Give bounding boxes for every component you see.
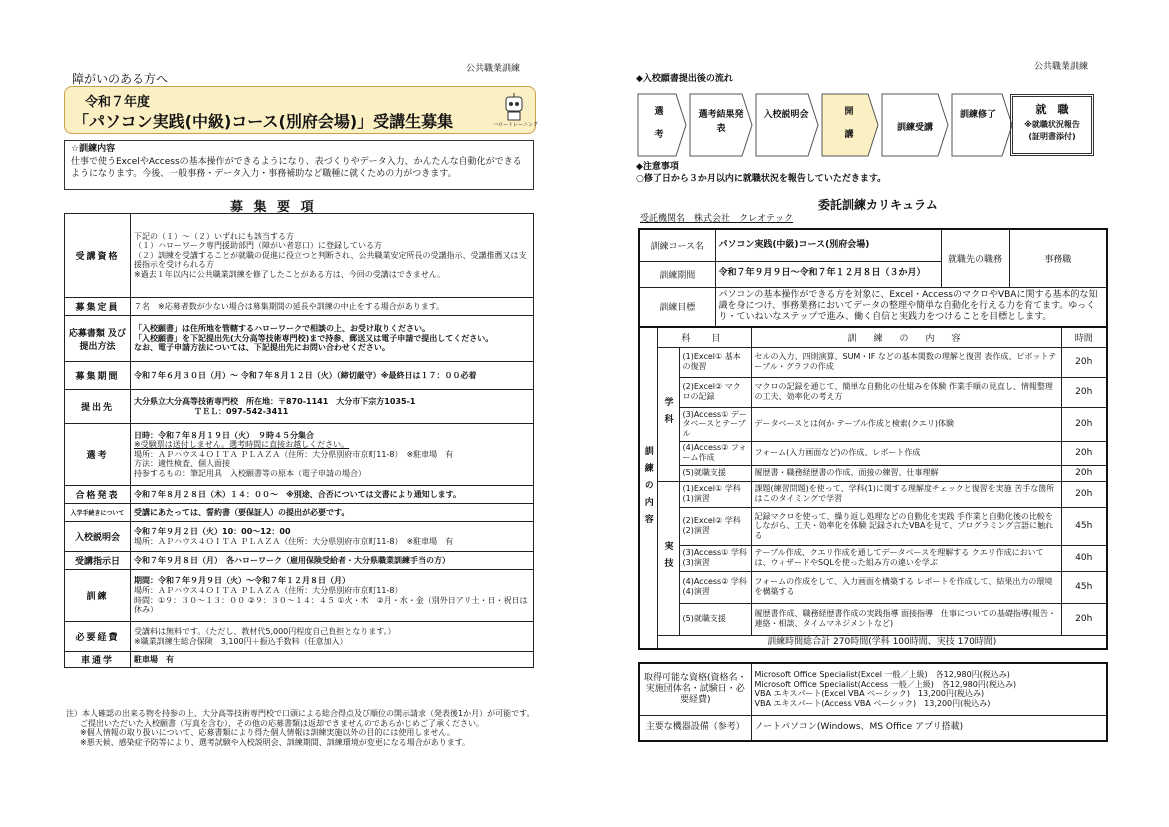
flow-title: ◆入校願書提出後の流れ bbox=[636, 74, 733, 84]
hours-cell: 20h bbox=[1061, 407, 1107, 441]
row-label: 合格発表 bbox=[65, 486, 131, 504]
row-line: （２）訓練を受講することが就職の促進に役立つと判断され、公共職業安定所長の受講指示、受講推薦又は支援指示を受けられる方 bbox=[134, 250, 527, 270]
row-label: 募集期間 bbox=[65, 362, 131, 390]
row-label: 受講指示日 bbox=[65, 552, 131, 570]
content-cell: セルの入力、四則演算、SUM・IF などの基本関数の理解と復習 表作成、ピボットテーブル・グラフの作成 bbox=[751, 347, 1061, 377]
job-value: 事務職 bbox=[1009, 229, 1107, 287]
audience-label: 障がいのある方へ bbox=[72, 72, 169, 86]
title-main: 「パソコン実践(中級)コース(別府会場)」受講生募集 bbox=[73, 112, 454, 131]
row-label: 入学手続きについて bbox=[65, 504, 131, 522]
row-line: 受講にあたっては、誓約書（要保証人）の提出が必要です。 bbox=[134, 507, 350, 517]
table-row bbox=[65, 298, 534, 316]
subject-cell: (4)Access② フォーム作成 bbox=[679, 441, 751, 465]
org-name: 受託機関名 株式会社 クレオテック bbox=[640, 214, 794, 224]
content-cell: 記録マクロを使って、繰り返し処理などの自動化を実践 手作業と自動化後の比較をしながら、工夫・効率化を体験 記録されたVBAを見て、プログラミング言語に触れる bbox=[751, 507, 1061, 545]
head-subject: 科 目 bbox=[657, 327, 751, 347]
flow-step-briefing: 入校説明会 bbox=[763, 110, 809, 120]
row-line: 時間：①９：３０～１３：００ ②９：３０～１４：４５ ①火・木 ②月・水・金（別外日アリ土・日・祝日は休み） bbox=[134, 595, 528, 615]
row-label: 必要経費 bbox=[65, 622, 131, 652]
content-cell: フォーム(入力画面など)の作成、レポート作成 bbox=[751, 441, 1061, 465]
row-line: ※受験票は送付しません。選考時間に直接お越しください。 bbox=[134, 440, 350, 450]
title-banner bbox=[64, 86, 536, 134]
row-label: 応募書類 及び 提出方法 bbox=[65, 316, 131, 362]
row-line: 方法：適性検査、個人面接 bbox=[134, 459, 230, 469]
table-row bbox=[639, 545, 1107, 571]
curriculum-table bbox=[638, 228, 1108, 328]
subject-cell: (2)Excel② 学科(2)演習 bbox=[679, 507, 751, 545]
table-row bbox=[639, 407, 1107, 441]
row-line: 大分県立大分高等技術専門校 所在地：〒870-1141 大分市下宗方1035-1 bbox=[134, 396, 416, 406]
table-row bbox=[639, 603, 1107, 635]
table-row bbox=[639, 441, 1107, 465]
content-heading: ☆訓練内容 bbox=[71, 144, 116, 154]
row-label: 募集定員 bbox=[65, 298, 131, 316]
subject-cell: (4)Access② 学科(4)演習 bbox=[679, 571, 751, 603]
flow-step-result: 選考結果発表 bbox=[698, 110, 744, 135]
content-cell: 履歴書作成、職務経歴書作成の実践指導 面接指導 仕事についての基礎指導(報告・連絡・相談、タイムマネジメントなど) bbox=[751, 603, 1061, 635]
content-cell: フォームの作成をして、入力画面を構築する レポートを作成して、結果出力の環境を構築する bbox=[751, 571, 1061, 603]
left-category: 公共職業訓練 bbox=[466, 64, 521, 74]
qualification-table bbox=[638, 662, 1108, 742]
job-label: 就職先の職務 bbox=[941, 229, 1009, 287]
subject-cell: (2)Excel② マクロの記録 bbox=[679, 377, 751, 407]
content-box bbox=[64, 140, 534, 190]
row-line: ＴＥＬ：097-542-3411 bbox=[194, 406, 289, 416]
flow-employment-note: ※就職状況報告 bbox=[1024, 120, 1080, 129]
qual-label: 取得可能な資格(資格名・実施団体名・試験日・必要経費) bbox=[639, 663, 751, 715]
row-line: 持参するもの：筆記用具 入校願書等の原本（電子申請の場合） bbox=[134, 468, 366, 478]
content-cell: テーブル作成、クエリ作成を通してデータベースを理解する クエリ作成においては、ウィザードやSQLを使った組み方の違いを学ぶ bbox=[751, 545, 1061, 571]
hours-cell: 20h bbox=[1061, 377, 1107, 407]
table-row bbox=[65, 522, 534, 552]
table-row bbox=[65, 390, 534, 424]
qual-line: VBA エキスパート(Excel VBA ベーシック) 13,200円(税込み) bbox=[754, 689, 985, 699]
content-text: 仕事で使うExcelやAccessの基本操作ができるようになり、表づくりやデータ入力、かんたんな自動化ができるようになります。今後、一般事務・データ入力・事務補助など職種に就くための力がつきます。 bbox=[71, 157, 522, 179]
row-label: 入校説明会 bbox=[65, 522, 131, 552]
qual-line: VBA エキスパート(Access VBA ベーシック) 13,200円(税込み) bbox=[754, 698, 991, 708]
hours-cell: 40h bbox=[1061, 545, 1107, 571]
table-row bbox=[65, 316, 534, 362]
course-name: パソコン実践(中級)コース(別府会場) bbox=[715, 229, 941, 261]
table-row bbox=[639, 377, 1107, 407]
jitsugi-label: 実技 bbox=[662, 541, 673, 575]
flow-step-employment bbox=[1010, 94, 1094, 156]
table-row bbox=[639, 347, 1107, 377]
curriculum-title: 委託訓練カリキュラム bbox=[818, 198, 938, 212]
row-line: 場所：ＡＰハウス４ＯＩＴＡ ＰＬＡＺＡ（住所：大分県別府市京町11-8） ※駐車場 有 bbox=[134, 449, 454, 459]
period-label: 訓練期間 bbox=[639, 261, 715, 287]
table-row bbox=[65, 486, 534, 504]
row-line: ７名 ※応募者数が少ない場合は募集期間の延長や訓練の中止をする場合があります。 bbox=[134, 301, 445, 311]
section-title: 募 集 要 項 bbox=[230, 200, 317, 215]
qual-line: Microsoft Office Specialist(Excel 一般／上級) 各12,980円(税込み) bbox=[754, 670, 1010, 680]
table-row bbox=[65, 214, 534, 298]
flow-step-selection: 選考 bbox=[652, 106, 663, 152]
course-label: 訓練コース名 bbox=[639, 229, 715, 261]
notice-title: ◆注意事項 bbox=[636, 162, 679, 172]
table-row bbox=[65, 552, 534, 570]
logo-text: ハロートレーニング bbox=[493, 122, 538, 128]
equip-value: ノートパソコン(Windows、MS Office アプリ搭載) bbox=[751, 715, 1107, 741]
head-content: 訓 練 の 内 容 bbox=[751, 327, 1061, 347]
table-row bbox=[65, 504, 534, 522]
flow-step-opening: 開講 bbox=[842, 106, 853, 152]
hours-cell: 20h bbox=[1061, 465, 1107, 481]
row-line: ※職業訓練生総合保険 3,100円＋振込手数料（任意加入） bbox=[134, 636, 348, 646]
table-row bbox=[65, 570, 534, 622]
table-row bbox=[65, 424, 534, 486]
equip-label: 主要な機器設備（参考） bbox=[639, 715, 751, 741]
head-hours: 時間 bbox=[1061, 327, 1107, 347]
row-label: 選考 bbox=[65, 424, 131, 486]
subject-cell: (1)Excel① 学科(1)演習 bbox=[679, 481, 751, 507]
note-line: ご提出いただいた入校願書（写真を含む）、その他の応募書類は返却できませんのであらかじめご了承ください。 bbox=[80, 718, 484, 728]
subject-cell: (3)Access① データベースとテーブル bbox=[679, 407, 751, 441]
table-row bbox=[639, 481, 1107, 507]
table-row bbox=[65, 652, 534, 668]
content-cell: 課題(練習問題)を使って、学科(1)に関する理解度チェックと復習を実施 苦手な箇所はこのタイミングで学習 bbox=[751, 481, 1061, 507]
table-row bbox=[65, 622, 534, 652]
row-line: 場所：ＡＰハウス４ＯＩＴＡ ＰＬＡＺＡ（住所：大分県別府市京町11-8） ※駐車場 有 bbox=[134, 536, 454, 546]
row-line: 日時：令和７年８月１９日（火） ９時４５分集合 bbox=[134, 430, 314, 440]
row-line: 駐車場 有 bbox=[134, 654, 174, 664]
notes bbox=[66, 709, 536, 747]
total-hours: 訓練時間総合計 270時間(学科 100時間、実技 170時間) bbox=[657, 635, 1107, 649]
goal-value: パソコンの基本操作ができる方を対象に、Excel・AccessのマクロやVBAに関する基本的な知識を身につけ、事務業務においてデータの整理や簡単な自動化を行える力を育てます。ゆっくり・ていねいなステップで進み、働く自信と実践力をつけることを目標とします。 bbox=[715, 287, 1107, 327]
row-line: 期間：令和７年９月９日（火）～令和７年１２月８日（月） bbox=[134, 576, 350, 586]
row-line: 令和７年９月２日（火）10：00～12：00 bbox=[134, 526, 291, 536]
row-line: 受講料は無料です。（ただし、教材代5,000円程度自己負担となります。） bbox=[134, 626, 396, 636]
row-line: 「入校願書」を下記提出先(大分高等技術専門校)まで持参、郵送又は電子申請で提出してください。 bbox=[134, 333, 494, 343]
flow-step-training: 訓練受講 bbox=[896, 123, 933, 133]
row-line: なお、電子申請方法については、下記提出先にお問い合わせください。 bbox=[134, 343, 390, 353]
period-value: 令和７年９月９日～令和７年１２月８日（３か月） bbox=[715, 261, 941, 287]
goal-label: 訓練目標 bbox=[639, 287, 715, 327]
table-row bbox=[639, 465, 1107, 481]
row-line: 下記の（１）～（２）いずれにも該当する方 bbox=[134, 231, 294, 241]
row-label: 車通学 bbox=[65, 652, 131, 668]
row-label: 受講資格 bbox=[65, 214, 131, 298]
hours-cell: 20h bbox=[1061, 347, 1107, 377]
row-line: 令和７年９月８日（月） 各ハローワーク（雇用保険受給者・大分県職業訓練手当の方） bbox=[134, 555, 450, 565]
row-line: （１）ハローワーク専門援助部門（障がい者窓口）に登録している方 bbox=[134, 241, 382, 251]
note-line: ※悪天候、感染症予防等により、選考試験や入校説明会、訓練期間、訓練環境が変更になる場合があります。 bbox=[80, 737, 471, 747]
outer-label: 訓練の内容 bbox=[642, 445, 653, 531]
gakka-label: 学科 bbox=[662, 397, 673, 431]
subject-cell: (5)就職支援 bbox=[679, 465, 751, 481]
row-line: ※過去１年以内に公共職業訓練を修了したことがある方は、今回の受講はできません。 bbox=[134, 269, 446, 279]
hours-cell: 20h bbox=[1061, 481, 1107, 507]
row-line: 場所：ＡＰハウス４ＯＩＴＡ ＰＬＡＺＡ（住所：大分県別府市京町11-8） bbox=[134, 585, 403, 595]
content-cell: データベースとは何か テーブル作成と検索(クエリ)体験 bbox=[751, 407, 1061, 441]
subject-cell: (3)Access① 学科(3)演習 bbox=[679, 545, 751, 571]
row-label: 提出先 bbox=[65, 390, 131, 424]
table-row bbox=[639, 571, 1107, 603]
hours-cell: 45h bbox=[1061, 507, 1107, 545]
qual-line: Microsoft Office Specialist(Access 一般／上級) 各12,980円(税込み) bbox=[754, 679, 1017, 689]
row-line: 「入校願書」は住所地を管轄するハローワークで相談の上、お受け取りください。 bbox=[134, 324, 430, 334]
content-cell: 履歴書・職務経歴書の作成、面接の練習、仕事理解 bbox=[751, 465, 1061, 481]
notice-text: ○修了日から３か月以内に就職状況を報告していただきます。 bbox=[636, 174, 887, 184]
flow-step-complete: 訓練修了 bbox=[959, 110, 996, 120]
flow-employment-cert: (証明書添付) bbox=[1028, 131, 1076, 141]
hours-cell: 20h bbox=[1061, 603, 1107, 635]
flow-employment-title: 就 職 bbox=[1035, 103, 1069, 116]
note-line: 注）本人確認の出来る物を持参の上、大分高等技術専門校で口頭による総合得点及び順位の開示請求（発表後1か月）が可能です。 bbox=[66, 709, 535, 718]
note-line: ※個人情報の取り扱いについて、応募書類により得た個人情報は訓練実施以外の目的には使用しません。 bbox=[80, 728, 455, 738]
subject-cell: (1)Excel① 基本の復習 bbox=[679, 347, 751, 377]
table-row bbox=[65, 362, 534, 390]
subject-cell: (5)就職支援 bbox=[679, 603, 751, 635]
recruit-table bbox=[64, 213, 534, 668]
hours-cell: 45h bbox=[1061, 571, 1107, 603]
content-cell: マクロの記録を通じて、簡単な自動化の仕組みを体験 作業手順の見直し、情報整理の工夫、効率化の考え方 bbox=[751, 377, 1061, 407]
hours-cell: 20h bbox=[1061, 441, 1107, 465]
row-line: 令和７年８月２８日（木）１４：００～ ※別途、合否については文書により通知します。 bbox=[134, 489, 461, 499]
right-category: 公共職業訓練 bbox=[1034, 62, 1089, 72]
row-line: 令和７年６月３０日（月）～ 令和７年８月１２日（火）（締切厳守）※最終日は１７：００必着 bbox=[134, 370, 477, 380]
subjects-table bbox=[638, 326, 1108, 650]
logo bbox=[493, 91, 538, 129]
row-label: 訓練 bbox=[65, 570, 131, 622]
table-row bbox=[639, 507, 1107, 545]
title-year: 令和７年度 bbox=[85, 95, 151, 110]
